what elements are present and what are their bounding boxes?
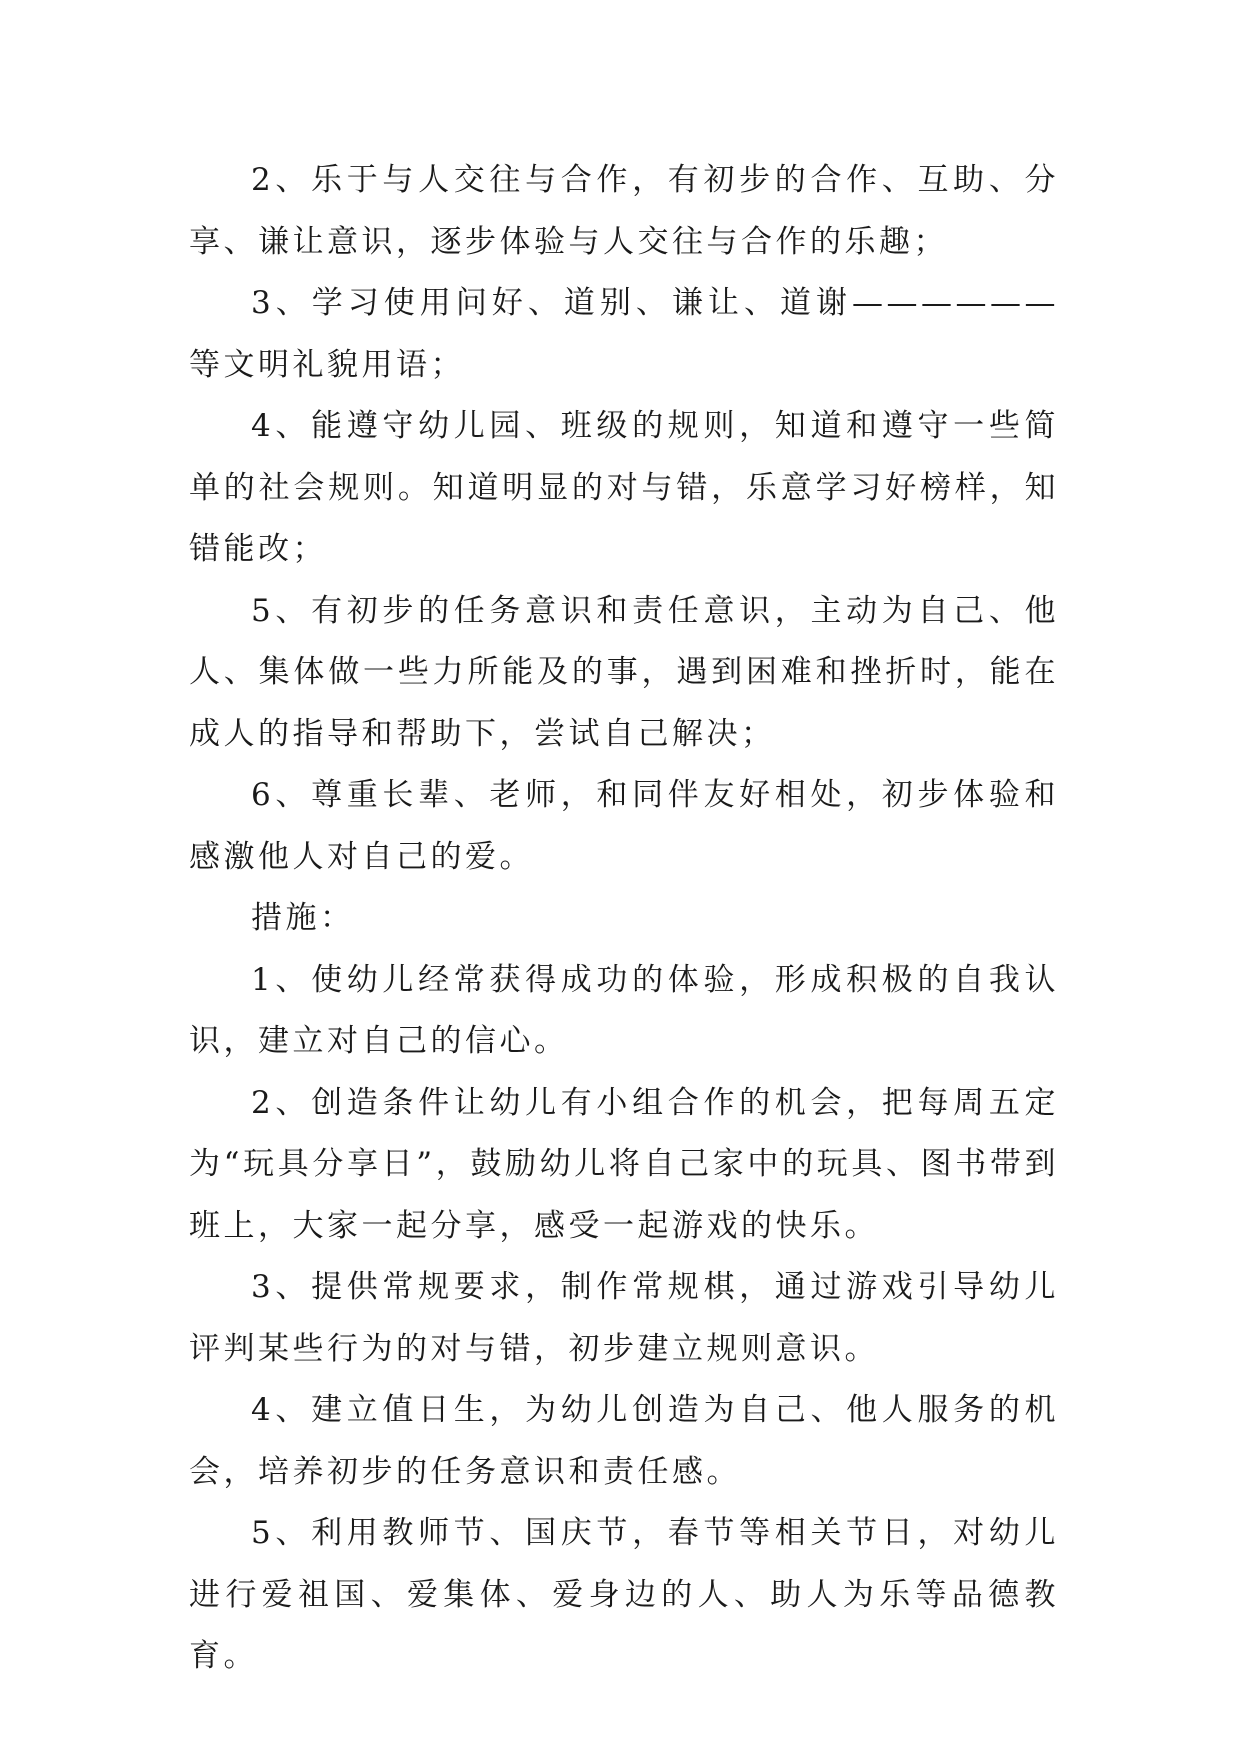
paragraph-measure-2: 2、创造条件让幼儿有小组合作的机会，把每周五定为“玩具分享日”，鼓励幼儿将自己家中的玩具、图书带到班上，大家一起分享，感受一起游戏的快乐。 [189,1084,1059,1244]
paragraph-goal-5: 5、有初步的任务意识和责任意识，主动为自己、他人、集体做一些力所能及的事，遇到困难和挫折时，能在成人的指导和帮助下，尝试自己解决； [189,592,1059,752]
paragraph-measure-5: 5、利用教师节、国庆节，春节等相关节日，对幼儿进行爱祖国、爱集体、爱身边的人、助人为乐等品德教育。 [189,1515,1059,1674]
paragraph-measure-4: 4、建立值日生，为幼儿创造为自己、他人服务的机会，培养初步的任务意识和责任感。 [189,1392,1059,1490]
paragraph-goal-6: 6、尊重长辈、老师，和同伴友好相处，初步体验和感激他人对自己的爱。 [189,777,1059,875]
document-body [189,150,1059,1688]
section-heading-measures: 措施： [251,900,355,936]
paragraph-measure-1: 1、使幼儿经常获得成功的体验，形成积极的自我认识，建立对自己的信心。 [189,961,1059,1059]
paragraph-goal-2: 2、乐于与人交往与合作，有初步的合作、互助、分享、谦让意识，逐步体验与人交往与合作的乐趣； [189,162,1059,260]
paragraph-goal-3: 3、学习使用问好、道别、谦让、道谢——————等文明礼貌用语； [189,285,1059,383]
paragraph-goal-4: 4、能遵守幼儿园、班级的规则，知道和遵守一些简单的社会规则。知道明显的对与错，乐意学习好榜样，知错能改； [189,408,1059,567]
paragraph-measure-3: 3、提供常规要求，制作常规棋，通过游戏引导幼儿评判某些行为的对与错，初步建立规则意识。 [189,1269,1059,1367]
